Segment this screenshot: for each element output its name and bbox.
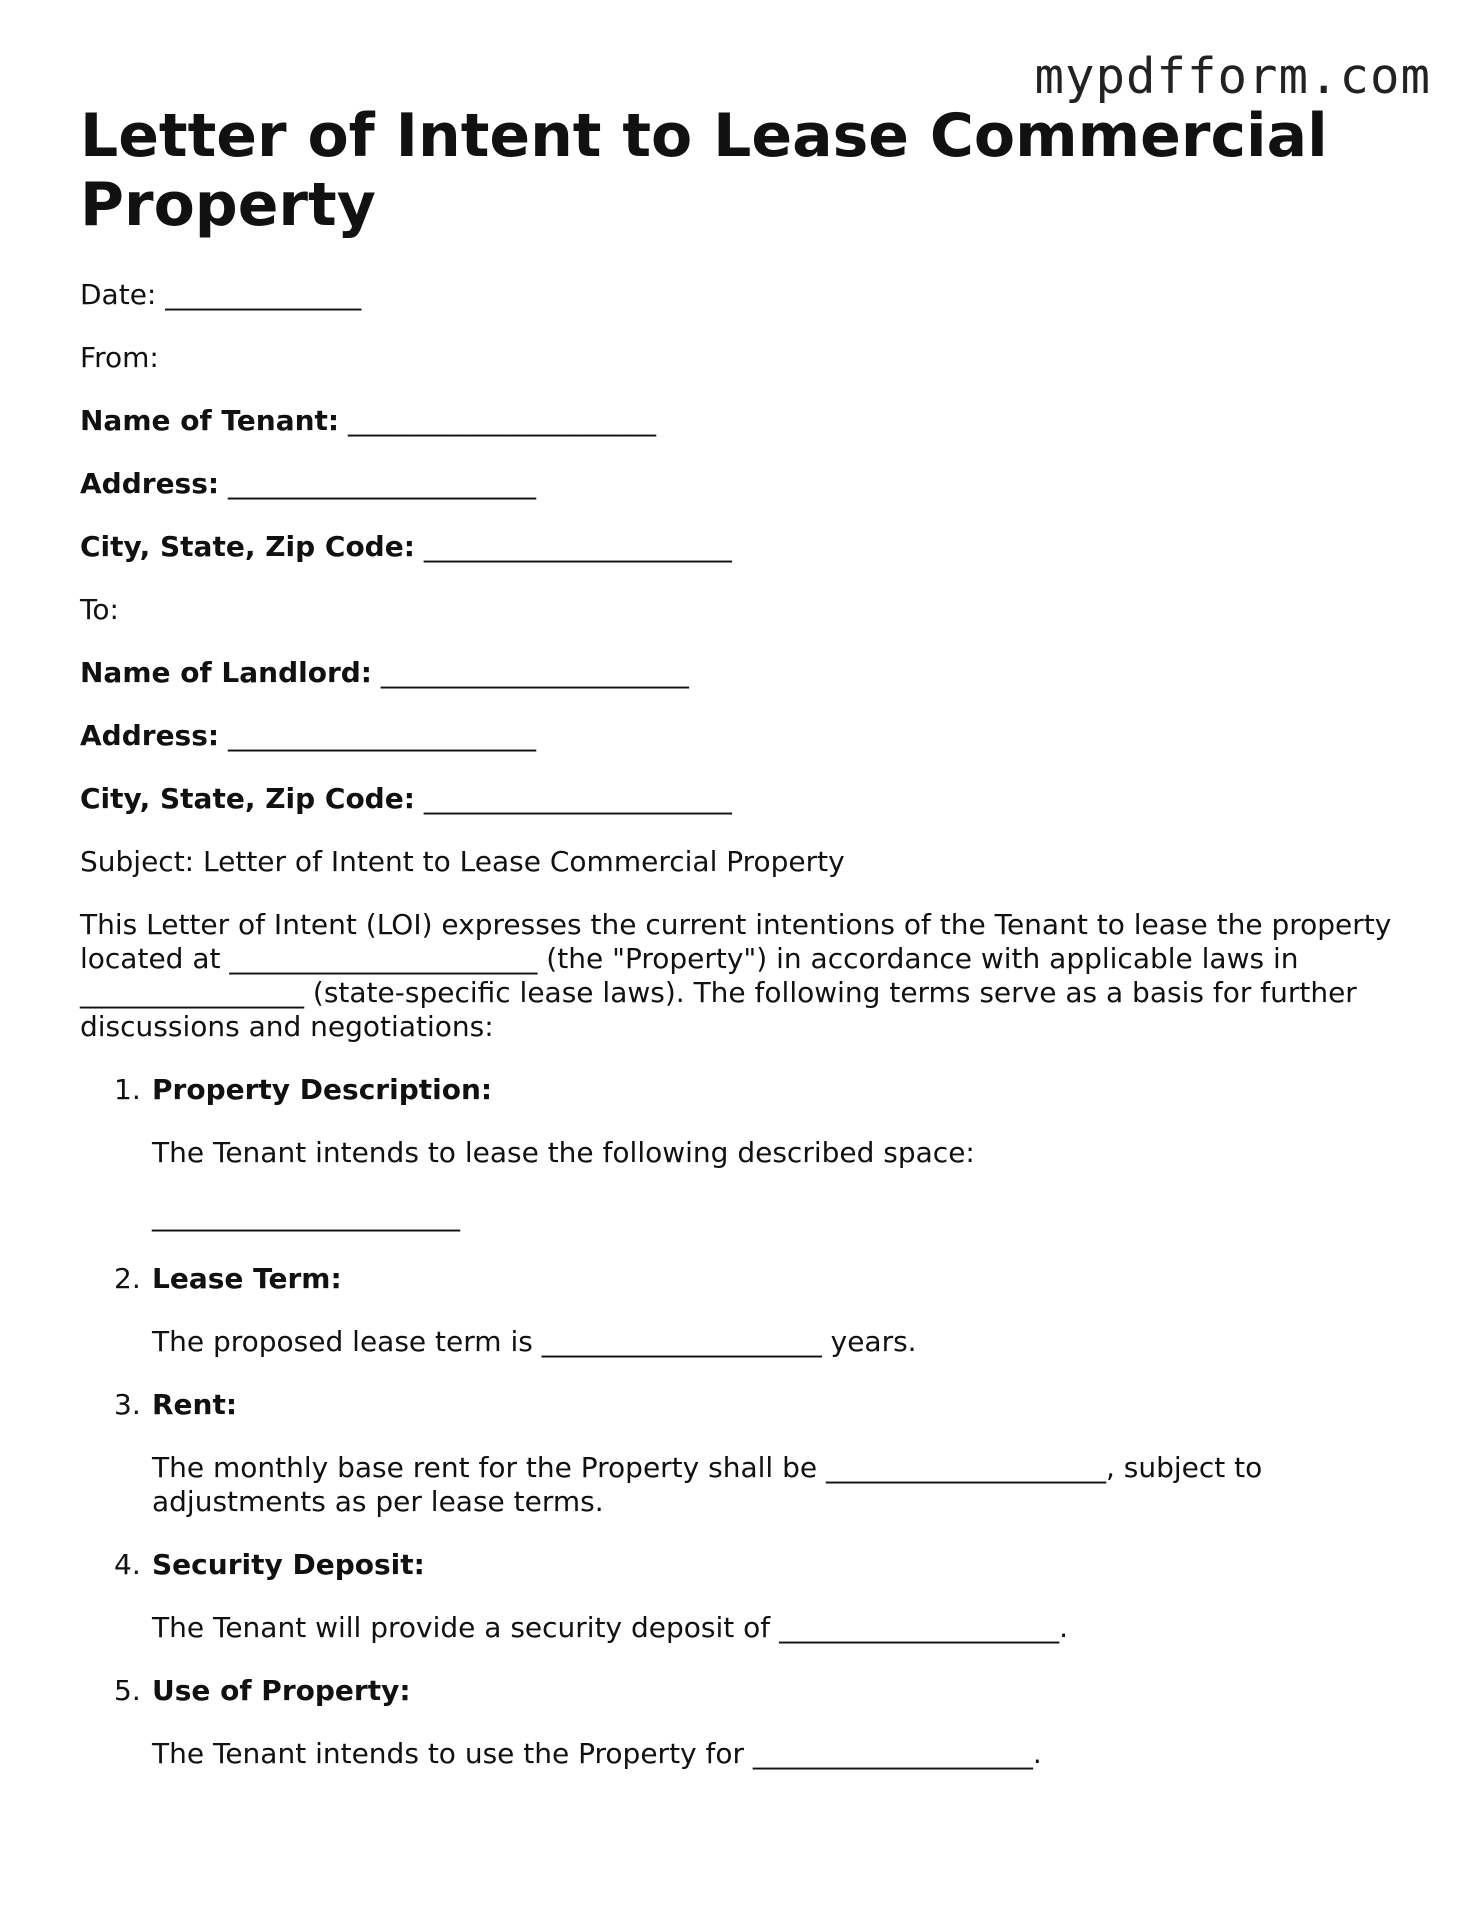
term-item-use-of-property [114,1674,1400,1771]
use-of-property-blank[interactable]: ____________________ [752,1737,1033,1770]
document-title: Letter of Intent to Lease Commercial Property [80,101,1328,240]
date-blank[interactable]: ______________ [165,278,362,311]
intro-paragraph [80,908,1400,1044]
landlord-name-blank[interactable]: ______________________ [380,656,689,689]
state-laws-blank[interactable]: ________________ [80,976,304,1009]
from-label: From: [80,341,159,374]
tenant-address-blank[interactable]: ______________________ [228,467,536,500]
term-number: 2. [114,1262,141,1295]
landlord-city-blank[interactable]: ______________________ [423,782,732,815]
landlord-address-line [80,719,1400,753]
landlord-city-line [80,782,1400,816]
intro-text-2: (the "Property") in accordance with applicable laws in [537,942,1299,975]
rent-blank[interactable]: ____________________ [825,1451,1106,1484]
intro-text-1: This Letter of Intent (LOI) expresses the current intentions of the Tenant to lease the property located at [80,908,1392,975]
term-title: Property Description: [152,1073,493,1106]
tenant-city-label: City, State, Zip Code: [80,530,415,563]
security-deposit-blank[interactable]: ____________________ [779,1611,1060,1644]
term-body [152,1325,1400,1359]
term-item-rent [114,1388,1400,1519]
term-text-after: , subject to adjustments as per lease terms. [152,1451,1263,1518]
term-text-before: The monthly base rent for the Property shall be [152,1451,826,1484]
tenant-name-blank[interactable]: ______________________ [348,404,657,437]
term-body: The Tenant intends to lease the following described space: [152,1136,975,1169]
property-location-blank[interactable]: ______________________ [229,942,538,975]
term-item-security-deposit [114,1548,1400,1645]
term-number: 1. [114,1073,141,1106]
term-text-after: years. [821,1325,917,1358]
terms-list [80,1073,1400,1771]
landlord-address-blank[interactable]: ______________________ [228,719,536,752]
tenant-address-label: Address: [80,467,220,500]
to-label: To: [80,593,119,626]
tenant-name-label: Name of Tenant: [80,404,340,437]
property-description-blank[interactable]: ______________________ [152,1199,460,1232]
landlord-city-label: City, State, Zip Code: [80,782,415,815]
term-item-property-description [114,1073,1400,1233]
watermark: mypdfform.com [1034,48,1431,105]
term-title: Rent: [152,1388,238,1421]
term-body [152,1611,1400,1645]
lease-term-blank[interactable]: ____________________ [541,1325,822,1358]
tenant-address-line [80,467,1400,501]
term-number: 3. [114,1388,141,1421]
term-title: Security Deposit: [152,1548,425,1581]
term-text-before: The Tenant intends to use the Property for [152,1737,753,1770]
date-label: Date: [80,278,157,311]
tenant-name-line [80,404,1400,438]
term-text-after: . [1059,1611,1068,1644]
term-body [152,1451,1400,1519]
intro-text-3: (state-specific lease laws). The following terms serve as a basis for further discussions and negotiations: [80,976,1357,1043]
tenant-city-blank[interactable]: ______________________ [423,530,732,563]
term-title: Use of Property: [152,1674,411,1707]
document-body [80,278,1400,1800]
term-number: 5. [114,1674,141,1707]
term-text-before: The proposed lease term is [152,1325,542,1358]
tenant-city-line [80,530,1400,564]
term-item-lease-term [114,1262,1400,1359]
term-text-before: The Tenant will provide a security deposit of [152,1611,780,1644]
landlord-name-label: Name of Landlord: [80,656,373,689]
landlord-address-label: Address: [80,719,220,752]
date-line [80,278,1400,312]
term-title: Lease Term: [152,1262,342,1295]
term-body [152,1737,1400,1771]
subject-line: Subject: Letter of Intent to Lease Commercial Property [80,845,845,878]
term-text-after: . [1032,1737,1042,1770]
landlord-name-line [80,656,1400,690]
term-number: 4. [114,1548,141,1581]
